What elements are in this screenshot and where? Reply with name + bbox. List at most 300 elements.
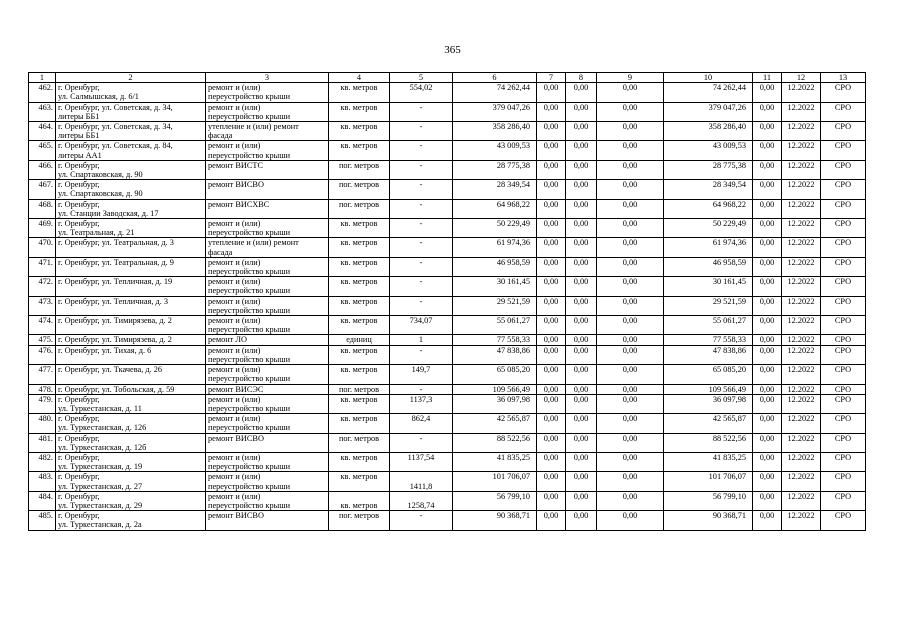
table-row	[29, 296, 866, 315]
method-cell: СРО	[821, 141, 866, 160]
total-cost-cell: 47 838,86	[453, 345, 537, 364]
work-type-line: переустройство крыши	[208, 462, 291, 472]
row-number-cell: 477.	[29, 365, 56, 384]
quantity-cell: -	[390, 296, 453, 315]
address-line: г. Оренбург, ул. Советская, д. 34,	[58, 122, 173, 132]
table-row	[29, 277, 866, 296]
completion-date-cell: 12.2022	[782, 491, 821, 510]
owner-funds-cell: 36 097,98	[664, 394, 753, 413]
column-header: 5	[390, 73, 453, 83]
quantity-cell: 1137,3	[390, 394, 453, 413]
quantity-cell: -	[390, 433, 453, 452]
local-funds-cell: 0,00	[597, 345, 664, 364]
work-type-line: ремонт и (или)	[208, 296, 261, 306]
address-line: г. Оренбург,	[58, 433, 100, 443]
unit-cell: пог. метров	[329, 433, 390, 452]
unit-cell: кв. метров	[329, 257, 390, 276]
owner-funds-cell: 47 838,86	[664, 345, 753, 364]
address-cell	[56, 160, 206, 179]
federal-funds-cell: 0,00	[537, 345, 566, 364]
table-row	[29, 83, 866, 102]
regional-funds-cell: 0,00	[566, 277, 597, 296]
completion-date-cell: 12.2022	[782, 199, 821, 218]
method-cell: СРО	[821, 316, 866, 335]
other-funds-cell: 0,00	[753, 511, 782, 530]
unit-cell: пог. метров	[329, 160, 390, 179]
completion-date-cell: 12.2022	[782, 414, 821, 433]
table-row	[29, 345, 866, 364]
method-cell: СРО	[821, 257, 866, 276]
local-funds-cell: 0,00	[597, 219, 664, 238]
federal-funds-cell: 0,00	[537, 335, 566, 345]
regional-funds-cell: 0,00	[566, 160, 597, 179]
unit-cell: кв. метров	[329, 472, 390, 491]
table-row	[29, 141, 866, 160]
quantity-cell: 862,4	[390, 414, 453, 433]
table-row	[29, 102, 866, 121]
row-number-cell: 468.	[29, 199, 56, 218]
total-cost-cell: 101 706,07	[453, 472, 537, 491]
address-cell	[56, 141, 206, 160]
work-type-line: ремонт и (или)	[208, 472, 261, 482]
local-funds-cell: 0,00	[597, 414, 664, 433]
row-number-cell: 473.	[29, 296, 56, 315]
local-funds-cell: 0,00	[597, 365, 664, 384]
local-funds-cell: 0,00	[597, 384, 664, 394]
address-line: г. Оренбург, ул. Тимирязева, д. 2	[58, 335, 172, 345]
work-type-cell	[206, 141, 329, 160]
address-line: г. Оренбург, ул. Театральная, д. 9	[58, 257, 174, 267]
total-cost-cell: 90 368,71	[453, 511, 537, 530]
column-header: 10	[664, 73, 753, 83]
work-type-line: утепление и (или) ремонт	[208, 238, 299, 248]
table-row	[29, 384, 866, 394]
other-funds-cell: 0,00	[753, 219, 782, 238]
unit-cell: кв. метров	[329, 122, 390, 141]
work-type-line: фасада	[208, 131, 233, 141]
local-funds-cell: 0,00	[597, 160, 664, 179]
completion-date-cell: 12.2022	[782, 160, 821, 179]
other-funds-cell: 0,00	[753, 102, 782, 121]
work-type-line: ремонт и (или)	[208, 83, 261, 93]
table-row	[29, 394, 866, 413]
federal-funds-cell: 0,00	[537, 433, 566, 452]
address-line: ул. Туркестанская, д. 11	[58, 403, 142, 413]
method-cell: СРО	[821, 452, 866, 471]
address-line: г. Оренбург, ул. Советская, д. 34,	[58, 102, 173, 112]
federal-funds-cell: 0,00	[537, 83, 566, 102]
work-type-line: переустройство крыши	[208, 481, 291, 491]
total-cost-cell: 30 161,45	[453, 277, 537, 296]
row-number-cell: 467.	[29, 180, 56, 199]
work-type-cell	[206, 384, 329, 394]
total-cost-cell: 50 229,49	[453, 219, 537, 238]
work-type-line: ремонт и (или)	[208, 345, 261, 355]
total-cost-cell: 379 047,26	[453, 102, 537, 121]
federal-funds-cell: 0,00	[537, 160, 566, 179]
method-cell: СРО	[821, 296, 866, 315]
completion-date-cell: 12.2022	[782, 433, 821, 452]
address-cell	[56, 491, 206, 510]
work-type-line: ремонт ВИСТС	[208, 160, 264, 170]
regional-funds-cell: 0,00	[566, 296, 597, 315]
work-type-line: переустройство крыши	[208, 150, 291, 160]
other-funds-cell: 0,00	[753, 296, 782, 315]
local-funds-cell: 0,00	[597, 472, 664, 491]
address-line: г. Оренбург,	[58, 83, 100, 93]
local-funds-cell: 0,00	[597, 296, 664, 315]
owner-funds-cell: 61 974,36	[664, 238, 753, 257]
owner-funds-cell: 64 968,22	[664, 199, 753, 218]
unit-cell: кв. метров	[329, 316, 390, 335]
work-type-line: переустройство крыши	[208, 403, 291, 413]
row-number-cell: 469.	[29, 219, 56, 238]
federal-funds-cell: 0,00	[537, 141, 566, 160]
other-funds-cell: 0,00	[753, 122, 782, 141]
column-number-header-row	[29, 73, 866, 83]
federal-funds-cell: 0,00	[537, 394, 566, 413]
row-number-cell: 479.	[29, 394, 56, 413]
table-body	[29, 73, 866, 531]
row-number-cell: 483.	[29, 472, 56, 491]
regional-funds-cell: 0,00	[566, 83, 597, 102]
owner-funds-cell: 29 521,59	[664, 296, 753, 315]
address-cell	[56, 365, 206, 384]
address-line: г. Оренбург,	[58, 219, 100, 229]
completion-date-cell: 12.2022	[782, 257, 821, 276]
total-cost-cell: 358 286,40	[453, 122, 537, 141]
row-number-cell: 481.	[29, 433, 56, 452]
address-cell	[56, 83, 206, 102]
other-funds-cell: 0,00	[753, 345, 782, 364]
quantity-cell: -	[390, 219, 453, 238]
row-number-cell: 485.	[29, 511, 56, 530]
method-cell: СРО	[821, 160, 866, 179]
address-line: ул. Туркестанская, д. 29	[58, 500, 143, 510]
total-cost-cell: 28 349,54	[453, 180, 537, 199]
work-type-cell	[206, 296, 329, 315]
row-number-cell: 475.	[29, 335, 56, 345]
regional-funds-cell: 0,00	[566, 335, 597, 345]
unit-cell: кв. метров	[329, 83, 390, 102]
row-number-cell: 464.	[29, 122, 56, 141]
method-cell: СРО	[821, 394, 866, 413]
work-type-line: ремонт ВИСВО	[208, 511, 264, 521]
quantity-cell: 1137,54	[390, 452, 453, 471]
regional-funds-cell: 0,00	[566, 452, 597, 471]
completion-date-cell: 12.2022	[782, 219, 821, 238]
address-line: ул. Спартаковская, д. 90	[58, 170, 143, 180]
work-type-cell	[206, 257, 329, 276]
completion-date-cell: 12.2022	[782, 296, 821, 315]
address-cell	[56, 433, 206, 452]
owner-funds-cell: 55 061,27	[664, 316, 753, 335]
completion-date-cell: 12.2022	[782, 452, 821, 471]
method-cell: СРО	[821, 491, 866, 510]
other-funds-cell: 0,00	[753, 141, 782, 160]
row-number-cell: 466.	[29, 160, 56, 179]
regional-funds-cell: 0,00	[566, 316, 597, 335]
local-funds-cell: 0,00	[597, 335, 664, 345]
address-cell	[56, 199, 206, 218]
unit-cell: пог. метров	[329, 199, 390, 218]
address-line: ул. Туркестанская, д. 27	[58, 481, 143, 491]
work-type-cell	[206, 277, 329, 296]
unit-cell: кв. метров	[329, 238, 390, 257]
work-type-line: ремонт и (или)	[208, 394, 261, 404]
total-cost-cell: 64 968,22	[453, 199, 537, 218]
work-type-cell	[206, 511, 329, 530]
quantity-cell: -	[390, 238, 453, 257]
total-cost-cell: 109 566,49	[453, 384, 537, 394]
local-funds-cell: 0,00	[597, 238, 664, 257]
regional-funds-cell: 0,00	[566, 472, 597, 491]
column-header: 11	[753, 73, 782, 83]
table-row	[29, 257, 866, 276]
address-line: г. Оренбург, ул. Советская, д. 84,	[58, 141, 173, 151]
quantity-cell: -	[390, 384, 453, 394]
method-cell: СРО	[821, 511, 866, 530]
local-funds-cell: 0,00	[597, 452, 664, 471]
address-line: г. Оренбург,	[58, 452, 100, 462]
work-type-line: фасада	[208, 247, 233, 257]
address-cell	[56, 296, 206, 315]
column-header: 6	[453, 73, 537, 83]
quantity-cell: 1411,8	[390, 472, 453, 491]
work-type-cell	[206, 335, 329, 345]
address-line: г. Оренбург, ул. Тихая, д. 6	[58, 345, 152, 355]
federal-funds-cell: 0,00	[537, 199, 566, 218]
work-type-line: ремонт и (или)	[208, 257, 261, 267]
column-header: 8	[566, 73, 597, 83]
work-type-line: переустройство крыши	[208, 92, 291, 102]
federal-funds-cell: 0,00	[537, 491, 566, 510]
address-cell	[56, 511, 206, 530]
address-line: ул. Салмышская, д. 6/1	[58, 92, 139, 102]
method-cell: СРО	[821, 83, 866, 102]
work-type-cell	[206, 394, 329, 413]
repair-program-table	[28, 72, 866, 531]
total-cost-cell: 42 565,87	[453, 414, 537, 433]
other-funds-cell: 0,00	[753, 160, 782, 179]
owner-funds-cell: 28 775,38	[664, 160, 753, 179]
work-type-line: ремонт ВИСЭС	[208, 384, 264, 394]
work-type-line: переустройство крыши	[208, 228, 291, 238]
completion-date-cell: 12.2022	[782, 180, 821, 199]
work-type-line: ремонт и (или)	[208, 491, 261, 501]
completion-date-cell: 12.2022	[782, 83, 821, 102]
federal-funds-cell: 0,00	[537, 511, 566, 530]
federal-funds-cell: 0,00	[537, 122, 566, 141]
table-row	[29, 365, 866, 384]
address-line: г. Оренбург,	[58, 180, 100, 190]
owner-funds-cell: 65 085,20	[664, 365, 753, 384]
work-type-line: ремонт и (или)	[208, 219, 261, 229]
local-funds-cell: 0,00	[597, 316, 664, 335]
regional-funds-cell: 0,00	[566, 219, 597, 238]
address-line: ул. Туркестанская, д. 12б	[58, 442, 147, 452]
address-cell	[56, 102, 206, 121]
method-cell: СРО	[821, 277, 866, 296]
work-type-line: переустройство крыши	[208, 374, 291, 384]
method-cell: СРО	[821, 433, 866, 452]
address-line: г. Оренбург, ул. Тепличная, д. 19	[58, 277, 173, 287]
table-row	[29, 199, 866, 218]
work-type-line: переустройство крыши	[208, 325, 291, 335]
row-number-cell: 462.	[29, 83, 56, 102]
federal-funds-cell: 0,00	[537, 238, 566, 257]
unit-cell: кв. метров	[329, 345, 390, 364]
quantity-cell: -	[390, 122, 453, 141]
row-number-cell: 472.	[29, 277, 56, 296]
local-funds-cell: 0,00	[597, 394, 664, 413]
column-header: 1	[29, 73, 56, 83]
federal-funds-cell: 0,00	[537, 384, 566, 394]
federal-funds-cell: 0,00	[537, 277, 566, 296]
federal-funds-cell: 0,00	[537, 102, 566, 121]
column-header: 12	[782, 73, 821, 83]
quantity-cell: 149,7	[390, 365, 453, 384]
owner-funds-cell: 56 799,10	[664, 491, 753, 510]
table-row	[29, 180, 866, 199]
address-cell	[56, 238, 206, 257]
quantity-cell: -	[390, 180, 453, 199]
table-row	[29, 472, 866, 491]
address-line: ул. Театральная, д. 21	[58, 228, 135, 238]
local-funds-cell: 0,00	[597, 122, 664, 141]
work-type-line: ремонт ЛО	[208, 335, 247, 345]
method-cell: СРО	[821, 384, 866, 394]
work-type-line: ремонт и (или)	[208, 102, 261, 112]
page-number: 365	[444, 44, 461, 56]
work-type-cell	[206, 472, 329, 491]
work-type-cell	[206, 414, 329, 433]
work-type-cell	[206, 238, 329, 257]
total-cost-cell: 88 522,56	[453, 433, 537, 452]
regional-funds-cell: 0,00	[566, 257, 597, 276]
row-number-cell: 465.	[29, 141, 56, 160]
total-cost-cell: 74 262,44	[453, 83, 537, 102]
address-line: г. Оренбург,	[58, 394, 100, 404]
local-funds-cell: 0,00	[597, 141, 664, 160]
work-type-line: ремонт и (или)	[208, 316, 261, 326]
owner-funds-cell: 74 262,44	[664, 83, 753, 102]
table-row	[29, 335, 866, 345]
method-cell: СРО	[821, 345, 866, 364]
federal-funds-cell: 0,00	[537, 414, 566, 433]
method-cell: СРО	[821, 414, 866, 433]
work-type-line: переустройство крыши	[208, 286, 291, 296]
work-type-line: ремонт и (или)	[208, 277, 261, 287]
work-type-line: переустройство крыши	[208, 423, 291, 433]
work-type-cell	[206, 219, 329, 238]
table-row	[29, 433, 866, 452]
unit-cell: пог. метров	[329, 511, 390, 530]
address-cell	[56, 335, 206, 345]
regional-funds-cell: 0,00	[566, 199, 597, 218]
total-cost-cell: 41 835,25	[453, 452, 537, 471]
column-header: 7	[537, 73, 566, 83]
work-type-cell	[206, 160, 329, 179]
work-type-cell	[206, 452, 329, 471]
other-funds-cell: 0,00	[753, 277, 782, 296]
total-cost-cell: 77 558,33	[453, 335, 537, 345]
row-number-cell: 474.	[29, 316, 56, 335]
owner-funds-cell: 88 522,56	[664, 433, 753, 452]
work-type-line: ремонт и (или)	[208, 141, 261, 151]
unit-cell: кв. метров	[329, 277, 390, 296]
work-type-line: ремонт и (или)	[208, 452, 261, 462]
total-cost-cell: 46 958,59	[453, 257, 537, 276]
total-cost-cell: 28 775,38	[453, 160, 537, 179]
table-row	[29, 511, 866, 530]
other-funds-cell: 0,00	[753, 199, 782, 218]
owner-funds-cell: 77 558,33	[664, 335, 753, 345]
total-cost-cell: 29 521,59	[453, 296, 537, 315]
column-header: 2	[56, 73, 206, 83]
address-line: г. Оренбург, ул. Тимирязева, д. 2	[58, 316, 172, 326]
address-cell	[56, 384, 206, 394]
row-number-cell: 470.	[29, 238, 56, 257]
quantity-cell: 734,07	[390, 316, 453, 335]
owner-funds-cell: 28 349,54	[664, 180, 753, 199]
work-type-line: ремонт ВИСВО	[208, 433, 264, 443]
completion-date-cell: 12.2022	[782, 122, 821, 141]
regional-funds-cell: 0,00	[566, 394, 597, 413]
address-line: г. Оренбург, ул. Ткачева, д. 26	[58, 365, 163, 375]
unit-cell: кв. метров	[329, 219, 390, 238]
method-cell: СРО	[821, 238, 866, 257]
unit-cell: кв. метров	[329, 414, 390, 433]
table-row	[29, 122, 866, 141]
other-funds-cell: 0,00	[753, 238, 782, 257]
regional-funds-cell: 0,00	[566, 511, 597, 530]
other-funds-cell: 0,00	[753, 414, 782, 433]
total-cost-cell: 56 799,10	[453, 491, 537, 510]
work-type-cell	[206, 102, 329, 121]
quantity-cell: -	[390, 199, 453, 218]
regional-funds-cell: 0,00	[566, 384, 597, 394]
work-type-line: утепление и (или) ремонт	[208, 122, 299, 132]
owner-funds-cell: 358 286,40	[664, 122, 753, 141]
work-type-line: переустройство крыши	[208, 354, 291, 364]
column-header: 9	[597, 73, 664, 83]
regional-funds-cell: 0,00	[566, 238, 597, 257]
address-line: г. Оренбург,	[58, 414, 100, 424]
address-cell	[56, 257, 206, 276]
unit-cell: кв. метров	[329, 452, 390, 471]
row-number-cell: 484.	[29, 491, 56, 510]
completion-date-cell: 12.2022	[782, 511, 821, 530]
address-line: г. Оренбург, ул. Театральная, д. 3	[58, 238, 174, 248]
work-type-cell	[206, 199, 329, 218]
local-funds-cell: 0,00	[597, 491, 664, 510]
address-line: г. Оренбург,	[58, 491, 100, 501]
quantity-cell: 1	[390, 335, 453, 345]
regional-funds-cell: 0,00	[566, 180, 597, 199]
address-line: литеры ББ1	[58, 131, 100, 141]
federal-funds-cell: 0,00	[537, 365, 566, 384]
federal-funds-cell: 0,00	[537, 452, 566, 471]
work-type-line: ремонт ВИСВО	[208, 180, 264, 190]
regional-funds-cell: 0,00	[566, 433, 597, 452]
work-type-line: ремонт и (или)	[208, 414, 261, 424]
work-type-cell	[206, 316, 329, 335]
owner-funds-cell: 50 229,49	[664, 219, 753, 238]
total-cost-cell: 36 097,98	[453, 394, 537, 413]
local-funds-cell: 0,00	[597, 102, 664, 121]
address-cell	[56, 122, 206, 141]
